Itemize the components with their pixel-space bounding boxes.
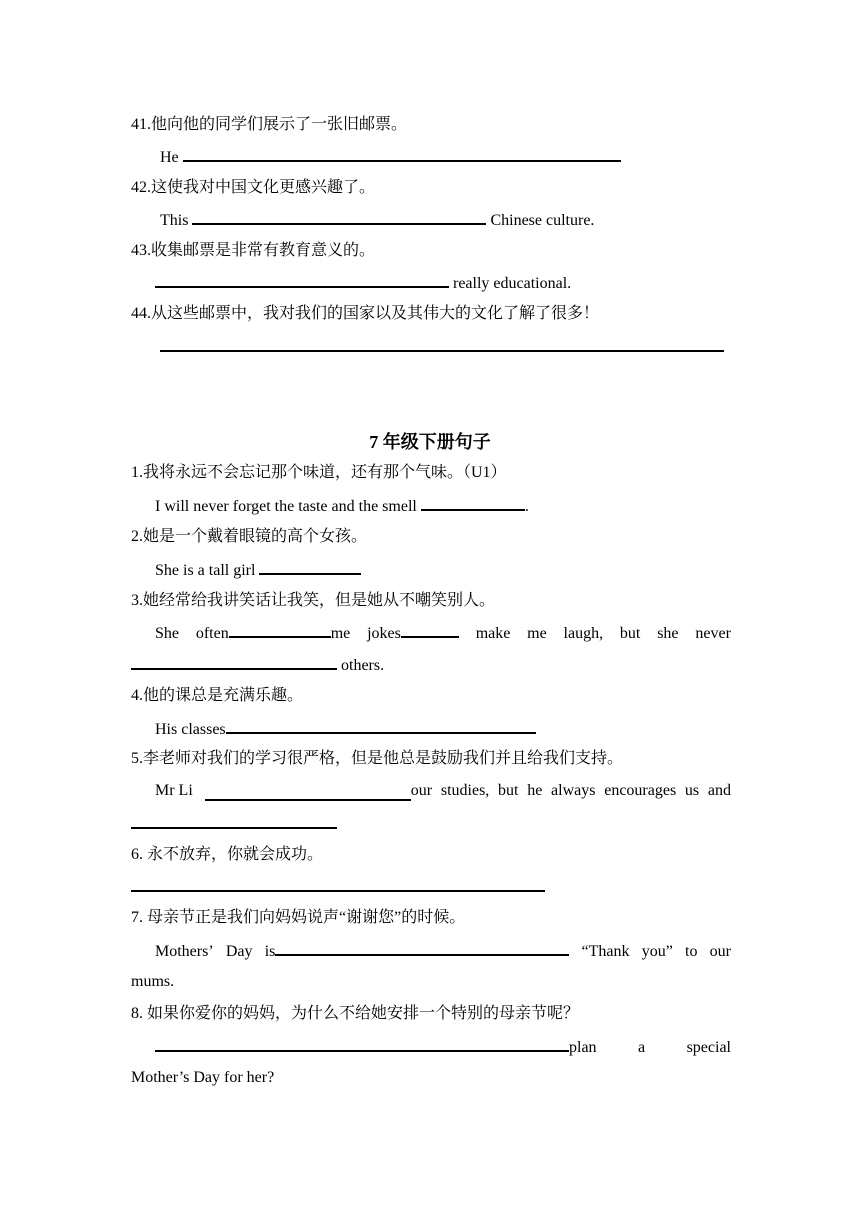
item2-answer-blank[interactable]: [259, 559, 361, 575]
item3-segment: [367, 622, 459, 644]
item5-chinese: 5.李老师对我们的学习很严格，但是他总是鼓励我们并且给我们支持。: [131, 750, 624, 767]
item8-english-line2: Mother’s Day for her?: [131, 1069, 275, 1086]
item1-english: [155, 495, 529, 517]
q42-chinese: 42.这使我对中国文化更感兴趣了。: [131, 179, 376, 196]
item1-tail: .: [524, 498, 529, 515]
item4-chinese: 4.他的课总是充满乐趣。: [131, 687, 304, 704]
item1-chinese: 1.我将永远不会忘记那个味道，还有那个气味。（U1）: [131, 464, 507, 481]
item3-word: jokes: [367, 625, 401, 642]
item4-lead: His classes: [155, 721, 226, 738]
item4-english: [155, 718, 536, 740]
item3-word: me: [330, 625, 351, 642]
item3-tail: others.: [341, 657, 385, 674]
q43-english: [155, 272, 571, 294]
item5-blank-1[interactable]: [205, 785, 411, 801]
item3-blank-3[interactable]: [131, 654, 337, 670]
item5-mid: our studies, but he always encourages us and: [410, 782, 731, 799]
item5-english-line1: [155, 781, 731, 801]
item3-word: often: [195, 625, 229, 642]
item8-segment: [155, 1036, 597, 1058]
item8-answer-blank[interactable]: [155, 1036, 569, 1052]
item3-word: laugh,: [563, 625, 604, 642]
item7-word: to: [685, 943, 698, 960]
q42-english: [160, 209, 594, 231]
item6-chinese: 6. 永不放弃，你就会成功。: [131, 846, 324, 863]
q41-lead: He: [160, 149, 179, 166]
item8-word: a: [638, 1039, 646, 1056]
q44-english: [160, 336, 724, 358]
item6-answer-blank[interactable]: [131, 876, 545, 892]
item7-word: Mothers’: [155, 943, 214, 960]
item8-word: plan: [569, 1039, 597, 1056]
item7-word: is: [264, 943, 276, 960]
q43-tail: really educational.: [453, 275, 572, 292]
item1-answer-blank[interactable]: [421, 495, 525, 511]
item7-english-line1: [155, 940, 731, 962]
q44-answer-blank[interactable]: [160, 336, 724, 352]
item6-english: [131, 876, 545, 898]
item8-word: special: [686, 1039, 731, 1056]
section-title: 7 年级下册句子: [369, 432, 491, 452]
item5-lead: Mr Li: [155, 782, 193, 799]
item3-word: me: [527, 625, 547, 642]
item3-segment: [196, 622, 350, 644]
q42-tail: Chinese culture.: [490, 212, 595, 229]
q43-answer-blank[interactable]: [155, 272, 449, 288]
item5-english-line2: [131, 813, 337, 835]
item7-segment: [265, 940, 570, 962]
q42-answer-blank[interactable]: [192, 209, 486, 225]
item3-blank-1[interactable]: [229, 622, 331, 638]
item2-chinese: 2.她是一个戴着眼镜的高个女孩。: [131, 528, 368, 545]
q41-answer-blank[interactable]: [183, 146, 621, 162]
item2-english: [155, 559, 361, 581]
item3-english-line1: [155, 622, 731, 644]
item8-chinese: 8. 如果你爱你的妈妈，为什么不给她安排一个特别的母亲节呢？: [131, 1005, 580, 1022]
q44-chinese: 44.从这些邮票中，我对我们的国家以及其伟大的文化了解了很多！: [131, 305, 600, 322]
item4-answer-blank[interactable]: [226, 718, 536, 734]
item3-word: She: [155, 625, 179, 642]
q41-chinese: 41.他向他的同学们展示了一张旧邮票。: [131, 116, 408, 133]
item1-lead: I will never forget the taste and the smell: [155, 498, 417, 515]
item5-blank-2[interactable]: [131, 813, 337, 829]
q42-lead: This: [160, 212, 189, 229]
item7-word: Day: [225, 943, 253, 960]
item3-chinese: 3.她经常给我讲笑话让我笑，但是她从不嘲笑别人。: [131, 592, 496, 609]
item7-word: our: [709, 943, 731, 960]
item3-english-line2: [131, 654, 384, 676]
item7-answer-blank[interactable]: [275, 940, 569, 956]
q43-chinese: 43.收集邮票是非常有教育意义的。: [131, 242, 376, 259]
item7-english-line2: mums.: [131, 973, 175, 990]
item3-blank-2[interactable]: [401, 622, 459, 638]
item7-word: “Thank: [581, 943, 630, 960]
item3-word: make: [475, 625, 511, 642]
item2-lead: She is a tall girl: [155, 562, 256, 579]
item3-word: she: [657, 625, 679, 642]
item3-word: never: [695, 625, 731, 642]
q41-english: [160, 146, 621, 168]
item7-word: you”: [641, 943, 673, 960]
item7-chinese: 7. 母亲节正是我们向妈妈说声“谢谢您”的时候。: [131, 909, 466, 926]
item8-english-line1: [155, 1036, 731, 1058]
item3-word: but: [619, 625, 641, 642]
